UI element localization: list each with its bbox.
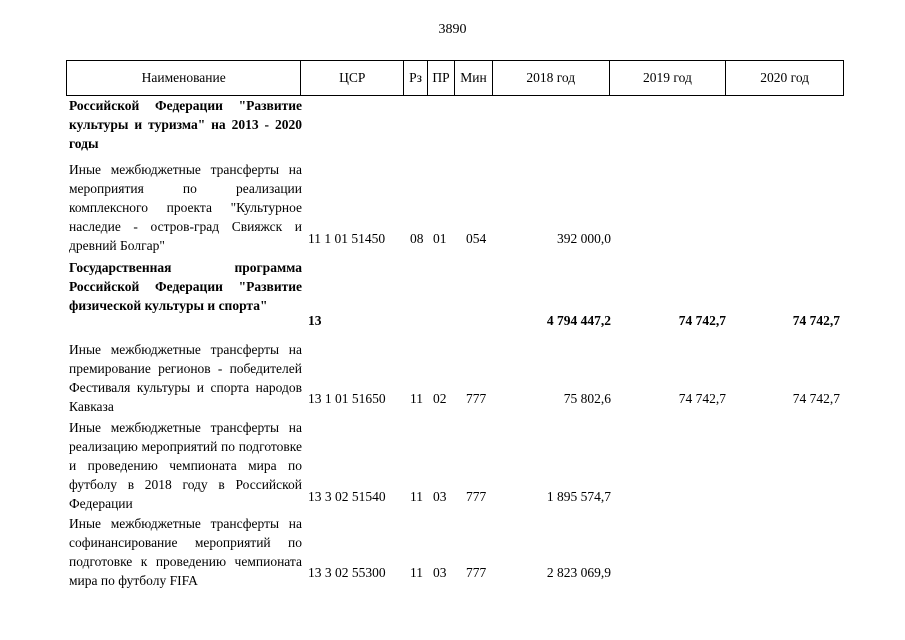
header-pr: ПР	[428, 61, 455, 95]
table-header	[66, 60, 844, 96]
table-row-2018: 392 000,0	[557, 231, 611, 246]
table-row-name: Российской Федерации "Развитие культуры и туризма" на 2013 - 2020 годы	[69, 98, 302, 151]
table-row-2018: 75 802,6	[563, 391, 611, 406]
table-row-csr: 13 3 02 55300	[308, 565, 386, 580]
table-row-min: 054	[466, 231, 487, 246]
table-row-2019: 74 742,7	[678, 313, 726, 328]
table-row-min: 777	[466, 391, 487, 406]
table-row-rz: 08	[410, 231, 424, 246]
header-2019: 2019 год	[610, 61, 727, 95]
table-row-csr: 13 3 02 51540	[308, 489, 386, 504]
table-row-2019: 74 742,7	[678, 391, 726, 406]
table-row-csr: 13 1 01 51650	[308, 391, 386, 406]
table-row-2018: 2 823 069,9	[546, 565, 611, 580]
table-row-pr: 01	[433, 231, 447, 246]
table-row-min: 777	[466, 489, 487, 504]
table-row-name: Иные межбюджетные трансферты на премирование регионов - победителей Фестиваля культуры и спорта народов Кавказа	[69, 342, 302, 414]
table-row-2018: 1 895 574,7	[546, 489, 611, 504]
table-row-name: Иные межбюджетные трансферты на мероприятия по реализации комплексного проекта "Культурное наследие - остров-град Свияжск и древний Болгар"	[69, 162, 302, 253]
table-row-rz: 11	[410, 565, 423, 580]
table-row-pr: 03	[433, 489, 447, 504]
table-row-csr: 11 1 01 51450	[308, 231, 386, 246]
table-row-name: Иные межбюджетные трансферты на софинансирование мероприятий по подготовке к проведению чемпионата мира по футболу FIFA	[69, 516, 302, 588]
table-row-2020: 74 742,7	[792, 391, 840, 406]
table-row-2018: 4 794 447,2	[546, 313, 611, 328]
header-min: Мин	[455, 61, 493, 95]
header-2018: 2018 год	[493, 61, 610, 95]
table-row-pr: 02	[433, 391, 447, 406]
table-row-name: Государственная программа Российской Федерации "Развитие физической культуры и спорта"	[69, 260, 302, 313]
header-name: Наименование	[67, 61, 301, 95]
table-row-2020: 74 742,7	[792, 313, 840, 328]
table-row-min: 777	[466, 565, 487, 580]
header-csr: ЦСР	[301, 61, 404, 95]
table-row-name: Иные межбюджетные трансферты на реализацию мероприятий по подготовке и проведению чемпионата мира по футболу в 2018 году в Российской Федерации	[69, 420, 302, 511]
table-row-pr: 03	[433, 565, 447, 580]
header-rz: Рз	[404, 61, 428, 95]
table-row-rz: 11	[410, 391, 423, 406]
table-row-rz: 11	[410, 489, 423, 504]
page-number: 3890	[438, 22, 467, 37]
table-row-csr: 13	[308, 313, 322, 328]
header-2020: 2020 год	[760, 70, 810, 85]
